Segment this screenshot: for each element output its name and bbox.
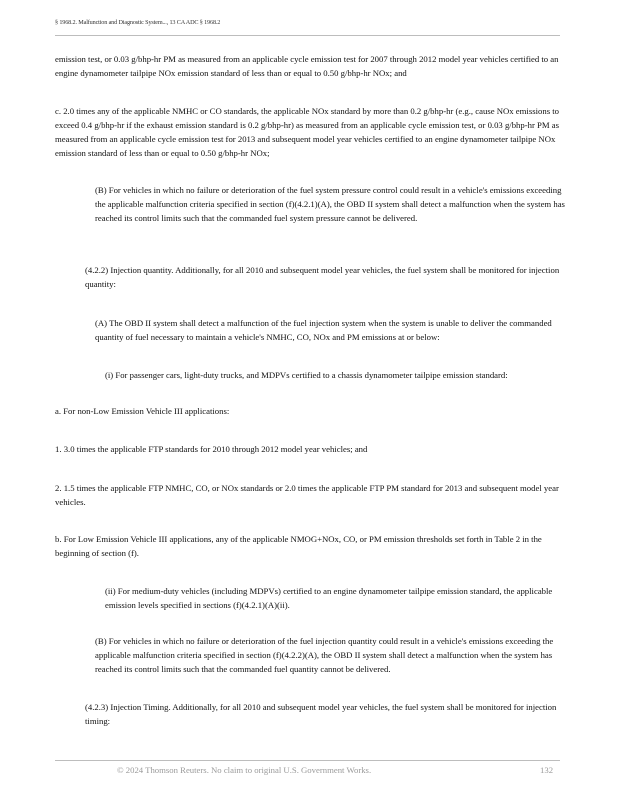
paragraph-4-2-2-a: (A) The OBD II system shall detect a malfunction of the fuel injection system when the system is unable to deliver the commanded quantity of fuel necessary to maintain a vehicle's NMHC, CO, NOx and PM emissions at or below: (95, 318, 552, 342)
paragraph-4-2-1-b: (B) For vehicles in which no failure or deterioration of the fuel system pressure control could result in a vehicle's emissions exceeding the applicable malfunction criteria specified in section (f)(4.2.1)(A), the OBD II system shall detect a malfunction when the system has reached its control limits such that the commanded fuel system pressure cannot be delivered. (95, 185, 565, 223)
paragraph-4-2-2-b: (B) For vehicles in which no failure or deterioration of the fuel injection quantity could result in a vehicle's emissions exceeding the applicable malfunction criteria specified in section (f)(4.2.2)(A), the OBD II system shall detect a malfunction when the system has reached its control limits such that the commanded fuel quantity cannot be delivered. (95, 636, 554, 674)
header-divider (55, 35, 560, 36)
running-header: § 1968.2. Malfunction and Diagnostic System..., 13 CA ADC § 1968.2 (55, 19, 221, 26)
footer-divider (55, 760, 560, 761)
page-number: 132 (540, 765, 554, 775)
paragraph-emission-test-2007-2012: emission test, or 0.03 g/bhp-hr PM as measured from an applicable cycle emission test for 2007 through 2012 model year vehicles certified to an engine dynamometer tailpipe NOx emission standard of less than or equal to 0.50 g/bhp-hr NOx; and (55, 54, 559, 78)
paragraph-item-b-lev3: b. For Low Emission Vehicle III applications, any of the applicable NMOG+NOx, CO, or PM emission thresholds set forth in Table 2 in the beginning of section (f). (55, 534, 542, 558)
paragraph-item-c: c. 2.0 times any of the applicable NMHC or CO standards, the applicable NOx standard by more than 0.2 g/bhp-hr (e.g., cause NOx emissions to exceed 0.4 g/bhp-hr if the exhaust emission standard is 0.2 g/bhp-hr) as measured from an applicable cycle emission test, or 0.03 g/bhp-hr PM as measured from an applicable cycle emission test for 2013 and subsequent model year vehicles certified to an engine dynamometer tailpipe NOx emission standard of less than or equal to 0.50 g/bhp-hr NOx; (55, 106, 560, 158)
footer-copyright: © 2024 Thomson Reuters. No claim to original U.S. Government Works. (117, 765, 372, 775)
paragraph-4-2-2-a-ii: (ii) For medium-duty vehicles (including MDPVs) certified to an engine dynamometer tailpipe emission standard, the applicable emission levels specified in sections (f)(4.2.1)(A)(ii). (105, 586, 553, 610)
paragraph-item-2: 2. 1.5 times the applicable FTP NMHC, CO, or NOx standards or 2.0 times the applicable FTP PM standard for 2013 and subsequent model year vehicles. (55, 483, 559, 507)
paragraph-item-1: 1. 3.0 times the applicable FTP standards for 2010 through 2012 model year vehicles; and (55, 444, 368, 454)
paragraph-4-2-2-injection-quantity: (4.2.2) Injection quantity. Additionally, for all 2010 and subsequent model year vehicles, the fuel system shall be monitored for injection quantity: (85, 265, 560, 289)
paragraph-4-2-2-a-i: (i) For passenger cars, light-duty trucks, and MDPVs certified to a chassis dynamometer tailpipe emission standard: (105, 370, 508, 380)
paragraph-item-a-non-lev3: a. For non-Low Emission Vehicle III applications: (55, 406, 230, 416)
paragraph-4-2-3-injection-timing: (4.2.3) Injection Timing. Additionally, for all 2010 and subsequent model year vehicles, the fuel system shall be monitored for injection timing: (85, 702, 557, 726)
